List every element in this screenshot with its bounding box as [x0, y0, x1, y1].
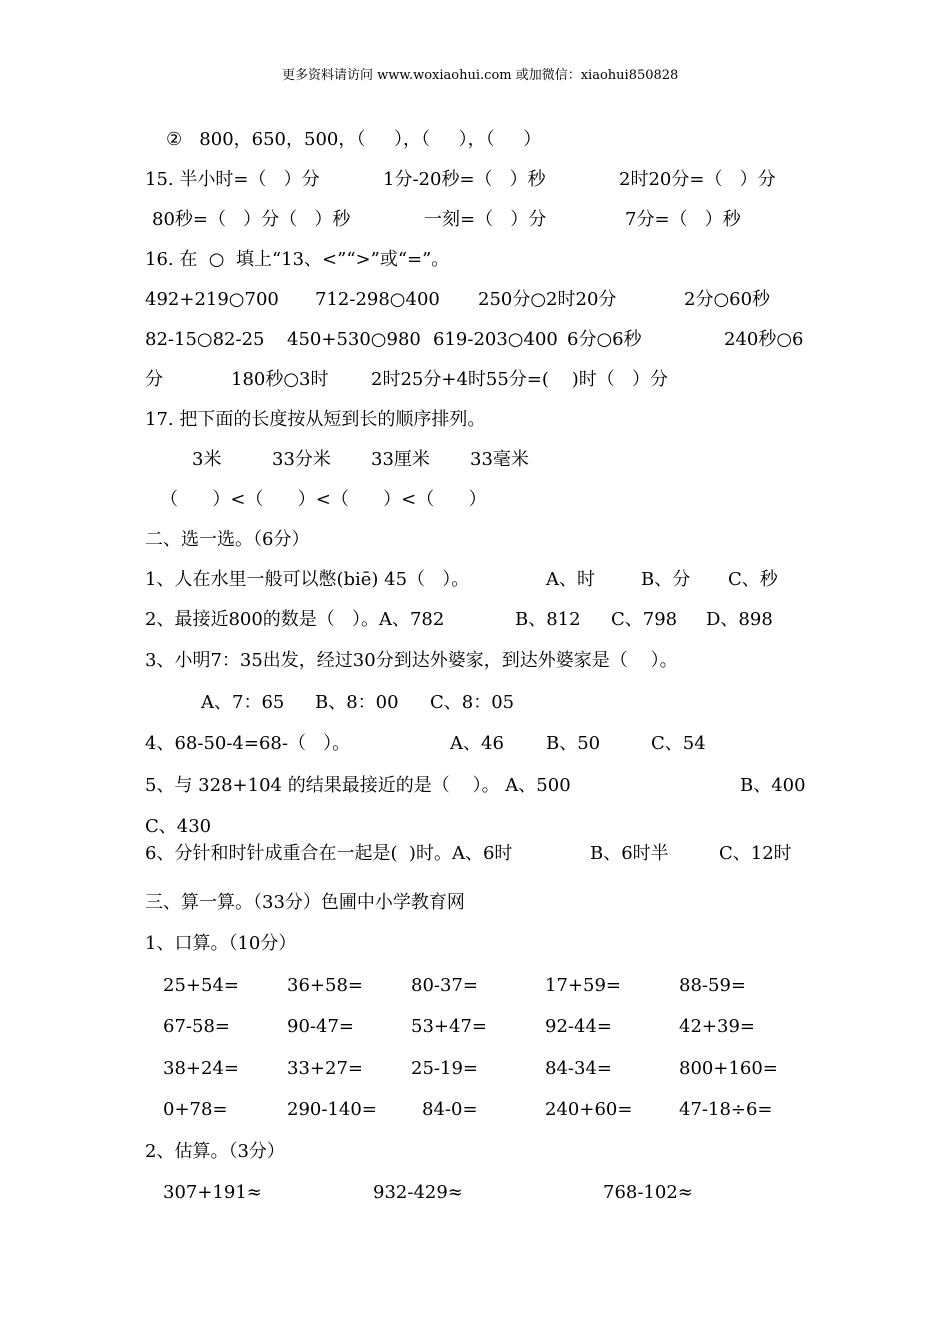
- oral-calc-item: 33+27=: [287, 1058, 363, 1079]
- choice-3-question: 3、小明7：35出发，经过30分到达外婆家，到达外婆家是（ ）。: [145, 650, 678, 671]
- choice-option: B、50: [546, 733, 601, 754]
- choice-option: C、8：05: [430, 692, 515, 713]
- oral-calc-item: 240+60=: [545, 1099, 633, 1120]
- choice-option: A、时: [546, 569, 595, 590]
- q16-compare-item: 82-15○82-25: [145, 329, 265, 350]
- q16-compare-item: 2分○60秒: [684, 289, 771, 310]
- page-header: 更多资料请访问 www.woxiaohui.com 或加微信：xiaohui850828: [282, 68, 679, 83]
- choice-option: A、7：65: [201, 692, 285, 713]
- estimate-item: 932-429≈: [373, 1182, 463, 1203]
- q15-minutes-to-seconds: 7分=（ ）秒: [625, 209, 741, 230]
- choice-option: C、798: [611, 609, 678, 630]
- q16-compare-item: 240秒○6: [724, 329, 804, 350]
- q16-compare-item: 492+219○700: [145, 289, 279, 310]
- q16-title: 16. 在 ○ 填上“13、<”“>”或“=”。: [145, 249, 450, 270]
- choice-option: B、8：00: [315, 692, 399, 713]
- choice-2-question: 2、最接近800的数是（ ）。A、782: [145, 609, 445, 630]
- oral-calc-item: 67-58=: [163, 1016, 230, 1037]
- q16-time-sum: 2时25分+4时55分=( )时（ ）分: [371, 369, 668, 390]
- choice-option: B、812: [515, 609, 581, 630]
- sequence-question-2: ② 800，650，500，（ ），（ ），（ ）: [166, 129, 542, 150]
- section-2-title: 二、选一选。（6分）: [145, 529, 310, 550]
- q16-compare-item: 619-203○400: [433, 329, 558, 350]
- oral-calc-item: 290-140=: [287, 1099, 377, 1120]
- oral-calc-item: 25+54=: [163, 975, 239, 996]
- choice-option: C、54: [651, 733, 706, 754]
- length-item: 33厘米: [371, 449, 430, 470]
- oral-calc-item: 84-0=: [422, 1099, 478, 1120]
- choice-6-question: 6、分针和时针成重合在一起是( )时。A、6时: [145, 843, 513, 864]
- oral-calc-item: 36+58=: [287, 975, 363, 996]
- choice-5-question: 5、与 328+104 的结果最接近的是（ ）。 A、500: [145, 775, 571, 796]
- q15-minute-minus-seconds: 1分-20秒=（ ）秒: [383, 169, 546, 190]
- q16-compare-item: 712-298○400: [315, 289, 440, 310]
- q16-compare-item: 450+530○980: [287, 329, 421, 350]
- oral-calc-item: 47-18÷6=: [679, 1099, 773, 1120]
- choice-option: B、6时半: [590, 843, 669, 864]
- choice-option: A、46: [450, 733, 504, 754]
- oral-calc-item: 0+78=: [163, 1099, 228, 1120]
- q15-half-hour: 15. 半小时=（ ）分: [145, 169, 320, 190]
- q15-quarter-hour: 一刻=（ ）分: [424, 209, 547, 230]
- oral-calc-item: 800+160=: [679, 1058, 778, 1079]
- section-3-title: 三、算一算。（33分）色圃中小学教育网: [145, 892, 465, 913]
- oral-calc-item: 90-47=: [287, 1016, 354, 1037]
- oral-calc-item: 17+59=: [545, 975, 621, 996]
- oral-calc-item: 53+47=: [411, 1016, 487, 1037]
- estimate-title: 2、估算。（3分）: [145, 1141, 285, 1162]
- oral-calc-title: 1、口算。（10分）: [145, 933, 297, 954]
- oral-calc-item: 84-34=: [545, 1058, 612, 1079]
- choice-option: D、898: [706, 609, 773, 630]
- length-item: 33毫米: [470, 449, 529, 470]
- q16-compare-item: 6分○6秒: [567, 329, 642, 350]
- q15-hours-to-minutes: 2时20分=（ ）分: [619, 169, 776, 190]
- q15-seconds-conversion: 80秒=（ ）分（ ）秒: [152, 209, 351, 230]
- oral-calc-item: 38+24=: [163, 1058, 239, 1079]
- length-item: 3米: [192, 449, 222, 470]
- q16-compare-item: 180秒○3时: [231, 369, 329, 390]
- choice-option: B、分: [641, 569, 691, 590]
- choice-4-question: 4、68-50-4=68-（ ）。: [145, 733, 351, 754]
- oral-calc-item: 42+39=: [679, 1016, 755, 1037]
- order-blanks: （ ）<（ ）<（ ）<（ ）: [160, 489, 487, 510]
- estimate-item: 307+191≈: [163, 1182, 262, 1203]
- q16-compare-item: 分: [145, 369, 163, 390]
- q16-compare-item: 250分○2时20分: [478, 289, 617, 310]
- estimate-item: 768-102≈: [603, 1182, 693, 1203]
- choice-1-question: 1、人在水里一般可以憋(biē) 45（ ）。: [145, 569, 470, 590]
- choice-option: B、400: [740, 775, 806, 796]
- choice-option: C、12时: [719, 843, 792, 864]
- q17-title: 17. 把下面的长度按从短到长的顺序排列。: [145, 409, 486, 430]
- choice-option: C、430: [145, 816, 212, 837]
- oral-calc-item: 80-37=: [411, 975, 478, 996]
- length-item: 33分米: [272, 449, 331, 470]
- choice-option: C、秒: [728, 569, 778, 590]
- oral-calc-item: 92-44=: [545, 1016, 612, 1037]
- oral-calc-item: 88-59=: [679, 975, 746, 996]
- oral-calc-item: 25-19=: [411, 1058, 478, 1079]
